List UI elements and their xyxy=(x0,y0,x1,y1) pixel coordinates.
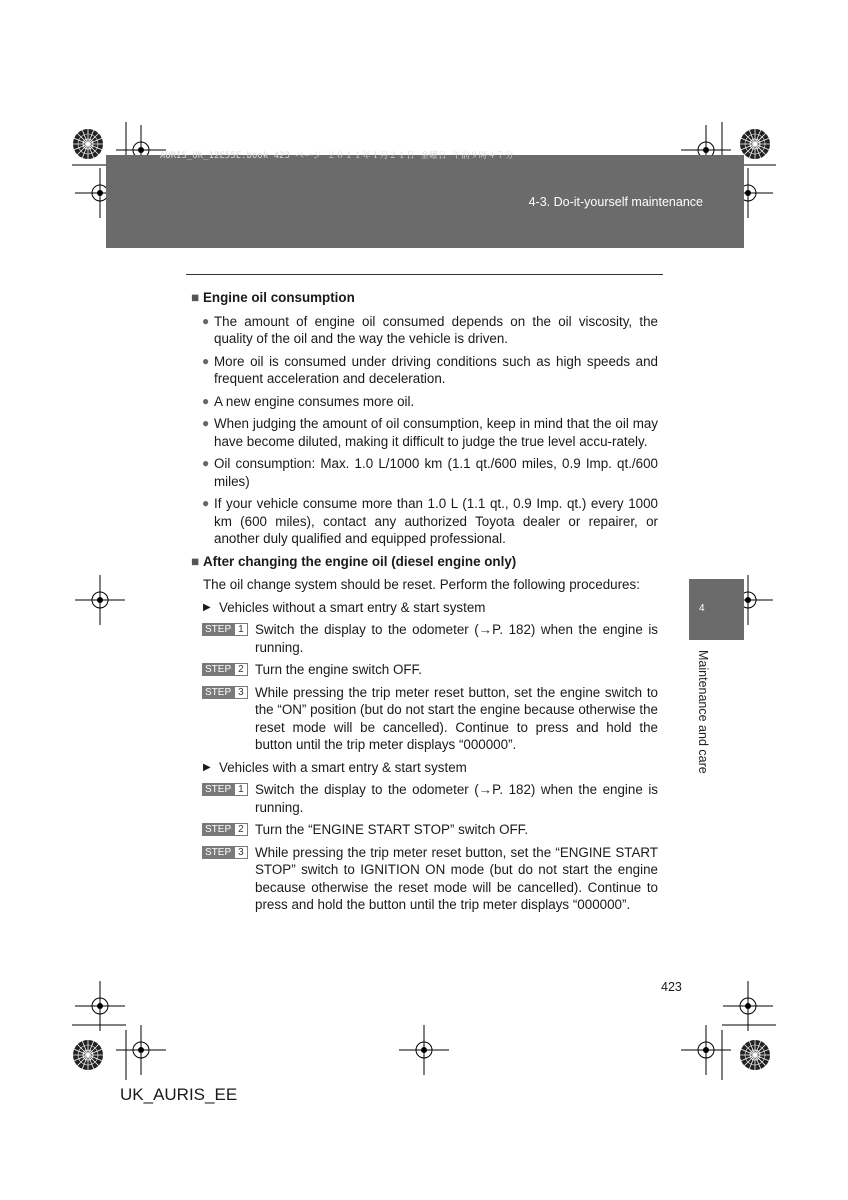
step-item: STEP 2 Turn the “ENGINE START STOP” switch OFF. xyxy=(202,821,658,839)
step-item: STEP 1 Switch the display to the odometer (→P. 182) when the engine is running. xyxy=(202,621,658,656)
bullet-icon: ● xyxy=(202,416,210,430)
step-badge: STEP 1 xyxy=(202,783,249,796)
step-item: STEP 1 Switch the display to the odometer (→P. 182) when the engine is running. xyxy=(202,781,658,816)
list-item: ● A new engine consumes more oil. xyxy=(202,393,415,409)
main-content xyxy=(191,289,658,919)
bullet-icon: ● xyxy=(202,456,210,470)
section-title: 4-3. Do-it-yourself maintenance xyxy=(528,195,703,209)
step-badge: STEP 3 xyxy=(202,686,249,699)
subsection-heading: ■ After changing the engine oil (diesel engine only) xyxy=(191,553,517,569)
case-heading: ▶ Vehicles without a smart entry & start system xyxy=(203,599,486,615)
step-badge: STEP 3 xyxy=(202,846,249,859)
case-heading: ▶ Vehicles with a smart entry & start system xyxy=(203,759,467,775)
step-badge: STEP 2 xyxy=(202,823,249,836)
step-item: STEP 3 While pressing the trip meter reset button, set the engine switch to the “ON” position (but do not start the engine because otherwise the reset mode will be cancelled). Continue to press and hold the button until the trip meter displays “000000”. xyxy=(202,684,658,754)
header-rule xyxy=(186,274,663,275)
list-item: ● When judging the amount of oil consumption, keep in mind that the oil may have become diluted, making it difficult to judge the true level accu-rately. xyxy=(202,416,658,449)
print-info: AURIS_UK_12E55E.book 423 ページ ２０１１年１月２１日 金曜日 午前９時４７分 xyxy=(160,151,514,161)
step-item: STEP 2 Turn the engine switch OFF. xyxy=(202,661,658,679)
chapter-label: Maintenance and care xyxy=(696,650,710,774)
intro-paragraph: The oil change system should be reset. Perform the following procedures: xyxy=(203,577,640,592)
bullet-icon: ● xyxy=(202,313,210,328)
page-number: 423 xyxy=(661,980,682,994)
step-item: STEP 3 While pressing the trip meter reset button, set the “ENGINE START STOP” switch to IGNITION ON mode (but do not start the engine because otherwise the reset mode will be cancelled). Continue to press and hold the button until the trip meter displays “000000”. xyxy=(202,844,658,914)
subsection-heading: ■ Engine oil consumption xyxy=(191,290,355,305)
step-badge: STEP 1 xyxy=(202,623,249,636)
list-item: ● If your vehicle consume more than 1.0 L (1.1 qt., 0.9 Imp. qt.) every 1000 km (600 miles), contact any authorized Toyota dealer or repairer, or another duly qualified and equipped professional. xyxy=(202,496,658,546)
list-item: ● Oil consumption: Max. 1.0 L/1000 km (1.1 qt./600 miles, 0.9 Imp. qt./600 miles) xyxy=(202,456,658,489)
list-item: ● The amount of engine oil consumed depends on the oil viscosity, the quality of the oil and the way the vehicle is driven. xyxy=(202,313,658,346)
bullet-icon: ● xyxy=(202,393,210,408)
step-badge: STEP 2 xyxy=(202,663,249,676)
chapter-tab xyxy=(689,579,744,640)
triangle-icon: ▶ xyxy=(203,761,211,773)
chapter-label-wrap xyxy=(692,650,714,780)
triangle-icon: ▶ xyxy=(203,601,211,613)
bullet-icon: ● xyxy=(202,496,210,510)
document-code: UK_AURIS_EE xyxy=(120,1085,238,1104)
bullet-icon: ● xyxy=(202,353,210,368)
chapter-number: 4 xyxy=(699,603,705,614)
list-item: ● More oil is consumed under driving conditions such as high speeds and frequent acceleration and deceleration. xyxy=(202,353,658,386)
